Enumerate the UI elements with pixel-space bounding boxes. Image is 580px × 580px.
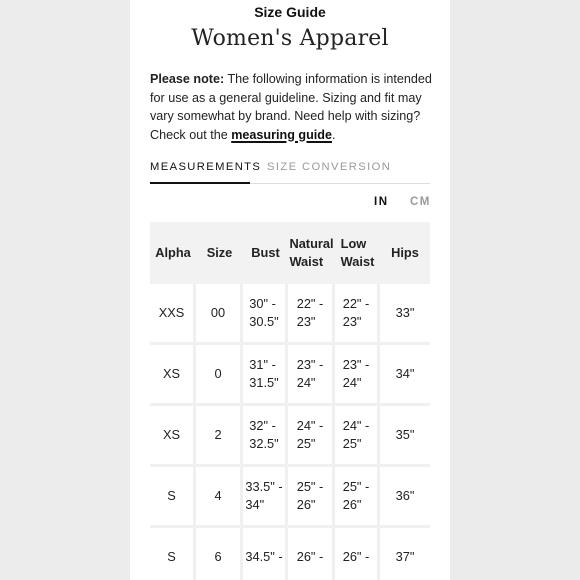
header-size: Size <box>206 245 233 260</box>
cell-alpha: XS <box>150 406 196 464</box>
cell-bust: 34.5" - <box>243 528 288 580</box>
table-header-row <box>150 222 430 284</box>
cell-size: 0 <box>196 345 243 403</box>
header-alpha: Alpha <box>155 245 191 260</box>
cell-alpha: S <box>150 528 196 580</box>
cell-natural-waist: 22" - 23" <box>288 284 335 342</box>
note-end: . <box>332 127 336 142</box>
cell-alpha: S <box>150 467 196 525</box>
table-row <box>150 406 430 467</box>
cell-natural-waist: 24" - 25" <box>288 406 335 464</box>
cell-size: 2 <box>196 406 243 464</box>
tab-measurements[interactable]: MEASUREMENTS <box>150 160 250 184</box>
cell-bust: 30" - 30.5" <box>243 284 288 342</box>
cell-hips: 34" <box>395 366 415 381</box>
table-row <box>150 284 430 345</box>
cell-natural-waist: 23" - 24" <box>288 345 335 403</box>
size-guide-tabs <box>150 160 430 184</box>
note-body: The following information is intended for use as a general guideline. Sizing and fit may vary somewhat by brand. Need help with sizing? Check out the <box>150 72 432 142</box>
background-left <box>0 0 130 580</box>
table-row <box>150 345 430 406</box>
cell-alpha: XS <box>150 345 196 403</box>
tab-size-conversion[interactable]: SIZE CONVERSION <box>267 161 392 173</box>
unit-centimeters-toggle[interactable]: CM <box>410 196 431 208</box>
cell-size: 00 <box>196 284 243 342</box>
cell-low-waist: 22" - 23" <box>335 284 380 342</box>
unit-inches-toggle[interactable]: IN <box>374 196 389 208</box>
table-row <box>150 528 430 580</box>
apparel-title: Women's Apparel <box>191 26 389 51</box>
cell-low-waist: 23" - 24" <box>335 345 380 403</box>
header-hips: Hips <box>391 245 419 260</box>
cell-hips: 33" <box>395 305 415 320</box>
table-row <box>150 467 430 528</box>
header-natural-waist: Natural Waist <box>289 236 334 269</box>
header-bust: Bust <box>251 245 280 260</box>
cell-hips: 35" <box>395 427 415 442</box>
cell-low-waist: 26" - <box>335 528 380 580</box>
note-label: Please note: <box>150 72 225 86</box>
size-guide-title: Size Guide <box>254 4 326 20</box>
cell-low-waist: 25" - 26" <box>335 467 380 525</box>
cell-natural-waist: 25" - 26" <box>288 467 335 525</box>
cell-bust: 32" - 32.5" <box>243 406 288 464</box>
measurements-table <box>150 222 430 580</box>
measuring-guide-link[interactable]: measuring guide <box>231 127 332 142</box>
cell-natural-waist: 26" - <box>288 528 335 580</box>
cell-bust: 33.5" - 34" <box>243 467 288 525</box>
cell-alpha: XXS <box>150 284 196 342</box>
cell-bust: 31" - 31.5" <box>243 345 288 403</box>
cell-low-waist: 24" - 25" <box>335 406 380 464</box>
cell-hips: 36" <box>395 488 415 503</box>
size-guide-panel <box>130 0 450 580</box>
please-note-text <box>150 70 432 144</box>
cell-hips: 37" <box>395 549 415 564</box>
cell-size: 6 <box>196 528 243 580</box>
background-right <box>450 0 580 580</box>
header-low-waist: Low Waist <box>340 236 375 269</box>
cell-size: 4 <box>196 467 243 525</box>
